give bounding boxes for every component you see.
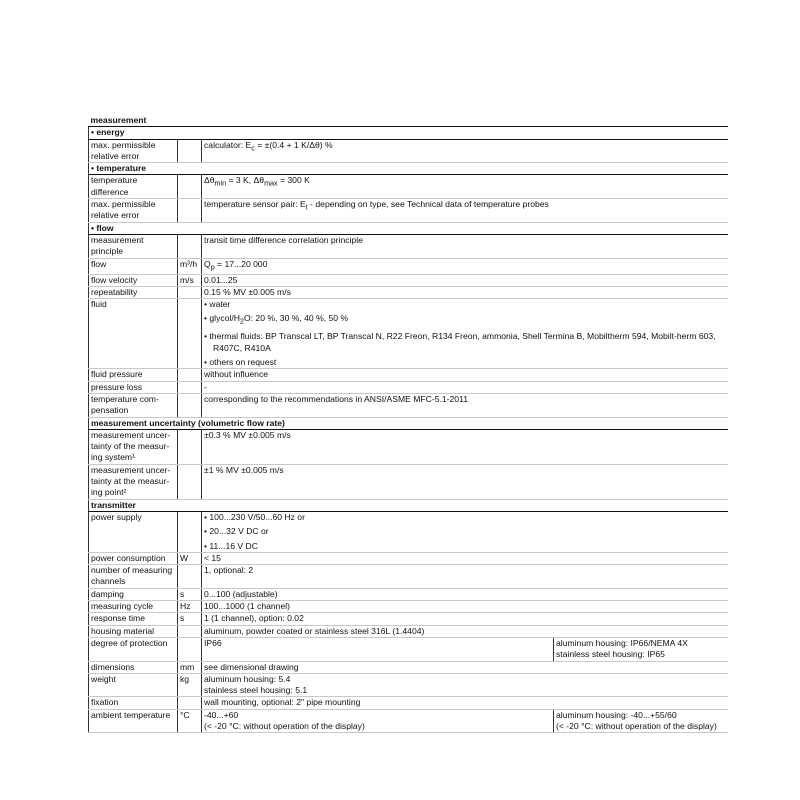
row-value [202, 565, 728, 589]
table-row [89, 588, 728, 600]
table-row [89, 709, 728, 733]
row-unit: s [178, 613, 202, 625]
row-value [202, 464, 728, 499]
row-label: power supply [89, 511, 178, 552]
row-label: temperature difference [89, 175, 178, 199]
value-line: (< -20 °C: without operation of the display) [204, 720, 365, 731]
section-title: measurement [89, 115, 728, 127]
section-header [89, 115, 728, 127]
value-line: 0.15 % MV ±0.005 m/s [204, 286, 291, 297]
value-line: see dimensional drawing [204, 661, 299, 672]
table-row [89, 299, 728, 369]
spec-table [88, 115, 728, 733]
row-unit [178, 625, 202, 637]
row-label: pressure loss [89, 381, 178, 393]
technical-data-sheet [88, 115, 727, 731]
row-label: degree of protection [89, 637, 178, 661]
row-label: repeatability [89, 286, 178, 298]
row-label: response time [89, 613, 178, 625]
value-line: aluminum housing: 5.4 [204, 673, 291, 684]
row-unit: °C [178, 709, 202, 733]
value-line: stainless steel housing: IP65 [556, 649, 665, 660]
row-label: power consumption [89, 552, 178, 564]
table-row [89, 511, 728, 552]
row-label: dimensions [89, 661, 178, 673]
section-title: • flow [89, 222, 728, 234]
row-label: measuring cycle [89, 601, 178, 613]
table-row [89, 286, 728, 298]
section-title: measurement uncertainty (volumetric flow rate) [89, 417, 728, 429]
row-unit: kg [178, 673, 202, 697]
value-line: 0.01...25 [204, 274, 238, 285]
row-label: measurement uncer-tainty at the measur-ing point² [89, 464, 178, 499]
table-row [89, 613, 728, 625]
value-line: < 15 [204, 552, 221, 563]
value-line: ±0.3 % MV ±0.005 m/s [204, 429, 291, 440]
value-line: aluminum, powder coated or stainless steel 316L (1.4404) [204, 625, 425, 636]
row-unit [178, 393, 202, 417]
bullet-item: • 100...230 V/50...60 Hz or [204, 511, 305, 522]
row-label: max. permissible relative error [89, 139, 178, 163]
row-unit [178, 286, 202, 298]
row-value [202, 709, 554, 733]
bullet-item: • thermal fluids: BP Transcal LT, BP Transcal N, R22 Freon, R134 Freon, ammonia, Shell Termina B, Mobiltherm 594, Mobilt-herm 603, R407C, R410A [204, 331, 716, 353]
value-line: ±1 % MV ±0.005 m/s [204, 464, 284, 475]
row-label: weight [89, 673, 178, 697]
value-line: aluminum housing: IP66/NEMA 4X [556, 637, 688, 648]
section-title: • energy [89, 127, 728, 139]
row-label: fluid pressure [89, 369, 178, 381]
row-value [202, 299, 728, 369]
table-row [89, 464, 728, 499]
row-label: fluid [89, 299, 178, 369]
section-header [89, 127, 728, 139]
row-label: max. permissible relative error [89, 199, 178, 223]
value-line: calculator: $E_c = \pm(0.4 + 1$ K/Δθ) % [204, 139, 333, 153]
value-line: temperature sensor pair: $E_t$ - depending on type, see Technical data of temperature probes [204, 199, 549, 212]
row-value [202, 637, 554, 661]
section-header [89, 222, 728, 234]
row-unit [178, 369, 202, 381]
row-value [202, 661, 728, 673]
row-unit: s [178, 588, 202, 600]
table-row [89, 258, 728, 274]
table-row [89, 393, 728, 417]
row-label: fixation [89, 697, 178, 709]
table-row [89, 381, 728, 393]
value-line: 1, optional: 2 [204, 565, 254, 576]
value-line: aluminum housing: -40...+55/60 [556, 709, 677, 720]
table-row [89, 565, 728, 589]
row-value [202, 613, 728, 625]
value-line: 0...100 (adjustable) [204, 588, 278, 599]
row-value [202, 429, 728, 464]
table-row [89, 625, 728, 637]
section-title: transmitter [89, 499, 728, 511]
row-value [202, 274, 728, 286]
row-label: ambient temperature [89, 709, 178, 733]
table-row [89, 369, 728, 381]
table-row [89, 234, 728, 258]
row-unit [178, 175, 202, 199]
row-label: damping [89, 588, 178, 600]
table-row [89, 601, 728, 613]
value-line: IP66 [204, 637, 222, 648]
value-line: -40...+60 [204, 709, 239, 720]
row-value [202, 199, 728, 223]
row-unit: Hz [178, 601, 202, 613]
table-row [89, 199, 728, 223]
table-row [89, 637, 728, 661]
value-line: $Q_p = 17...20$ 000 [204, 258, 268, 272]
value-line: 100...1000 (1 channel) [204, 601, 291, 612]
value-line: corresponding to the recommendations in ANSI/ASME MFC-5.1-2011 [204, 393, 468, 404]
bullet-item: • 11...16 V DC [204, 540, 258, 551]
row-unit [178, 464, 202, 499]
row-unit: m/s [178, 274, 202, 286]
bullet-item: • 20...32 V DC or [204, 526, 269, 537]
value-line: without influence [204, 369, 269, 380]
row-label: temperature com-pensation [89, 393, 178, 417]
row-value [202, 552, 728, 564]
row-unit [178, 234, 202, 258]
row-label: housing material [89, 625, 178, 637]
row-value [202, 697, 728, 709]
row-value [202, 381, 728, 393]
row-value [202, 511, 728, 552]
value-line: - [204, 381, 207, 392]
bullet-item: • others on request [204, 357, 277, 368]
section-title: • temperature [89, 163, 728, 175]
row-value [202, 258, 728, 274]
row-value [202, 588, 728, 600]
table-row [89, 661, 728, 673]
row-unit [178, 139, 202, 163]
row-value [202, 234, 728, 258]
table-row [89, 274, 728, 286]
row-unit [178, 299, 202, 369]
section-header [89, 499, 728, 511]
value-line: transit time difference correlation principle [204, 234, 363, 245]
row-value [202, 601, 728, 613]
row-unit [178, 199, 202, 223]
row-unit [178, 511, 202, 552]
row-value [202, 625, 728, 637]
row-value [202, 286, 728, 298]
row-unit [178, 429, 202, 464]
row-label: measurement uncer-tainty of the measur-ing system¹ [89, 429, 178, 464]
value-line: 1 (1 channel), option: 0.02 [204, 613, 304, 624]
row-value [202, 175, 728, 199]
row-unit: W [178, 552, 202, 564]
row-value-variant [554, 637, 728, 661]
row-value [202, 673, 728, 697]
row-label: number of measuring channels [89, 565, 178, 589]
value-line: (< -20 °C: without operation of the display) [556, 720, 717, 731]
table-row [89, 552, 728, 564]
row-unit [178, 637, 202, 661]
row-unit: mm [178, 661, 202, 673]
bullet-item: • water [204, 299, 231, 310]
value-line: stainless steel housing: 5.1 [204, 685, 308, 696]
row-label: measurement principle [89, 234, 178, 258]
table-row [89, 139, 728, 163]
row-unit: m³/h [178, 258, 202, 274]
value-line: wall mounting, optional: 2" pipe mounting [204, 697, 361, 708]
row-label: flow [89, 258, 178, 274]
row-unit [178, 381, 202, 393]
row-value [202, 369, 728, 381]
row-unit [178, 697, 202, 709]
row-unit [178, 565, 202, 589]
section-header [89, 163, 728, 175]
section-header [89, 417, 728, 429]
row-value-variant [554, 709, 728, 733]
value-line: $\Delta\theta_{min} = 3$ K, $\Delta\theta_{max} = 300$ K [204, 175, 310, 189]
row-value [202, 139, 728, 163]
table-row [89, 697, 728, 709]
table-row [89, 429, 728, 464]
row-value [202, 393, 728, 417]
bullet-item: • glycol/$H_2O$: 20 %, 30 %, 40 %, 50 % [204, 313, 349, 327]
table-row [89, 673, 728, 697]
row-label: flow velocity [89, 274, 178, 286]
table-row [89, 175, 728, 199]
